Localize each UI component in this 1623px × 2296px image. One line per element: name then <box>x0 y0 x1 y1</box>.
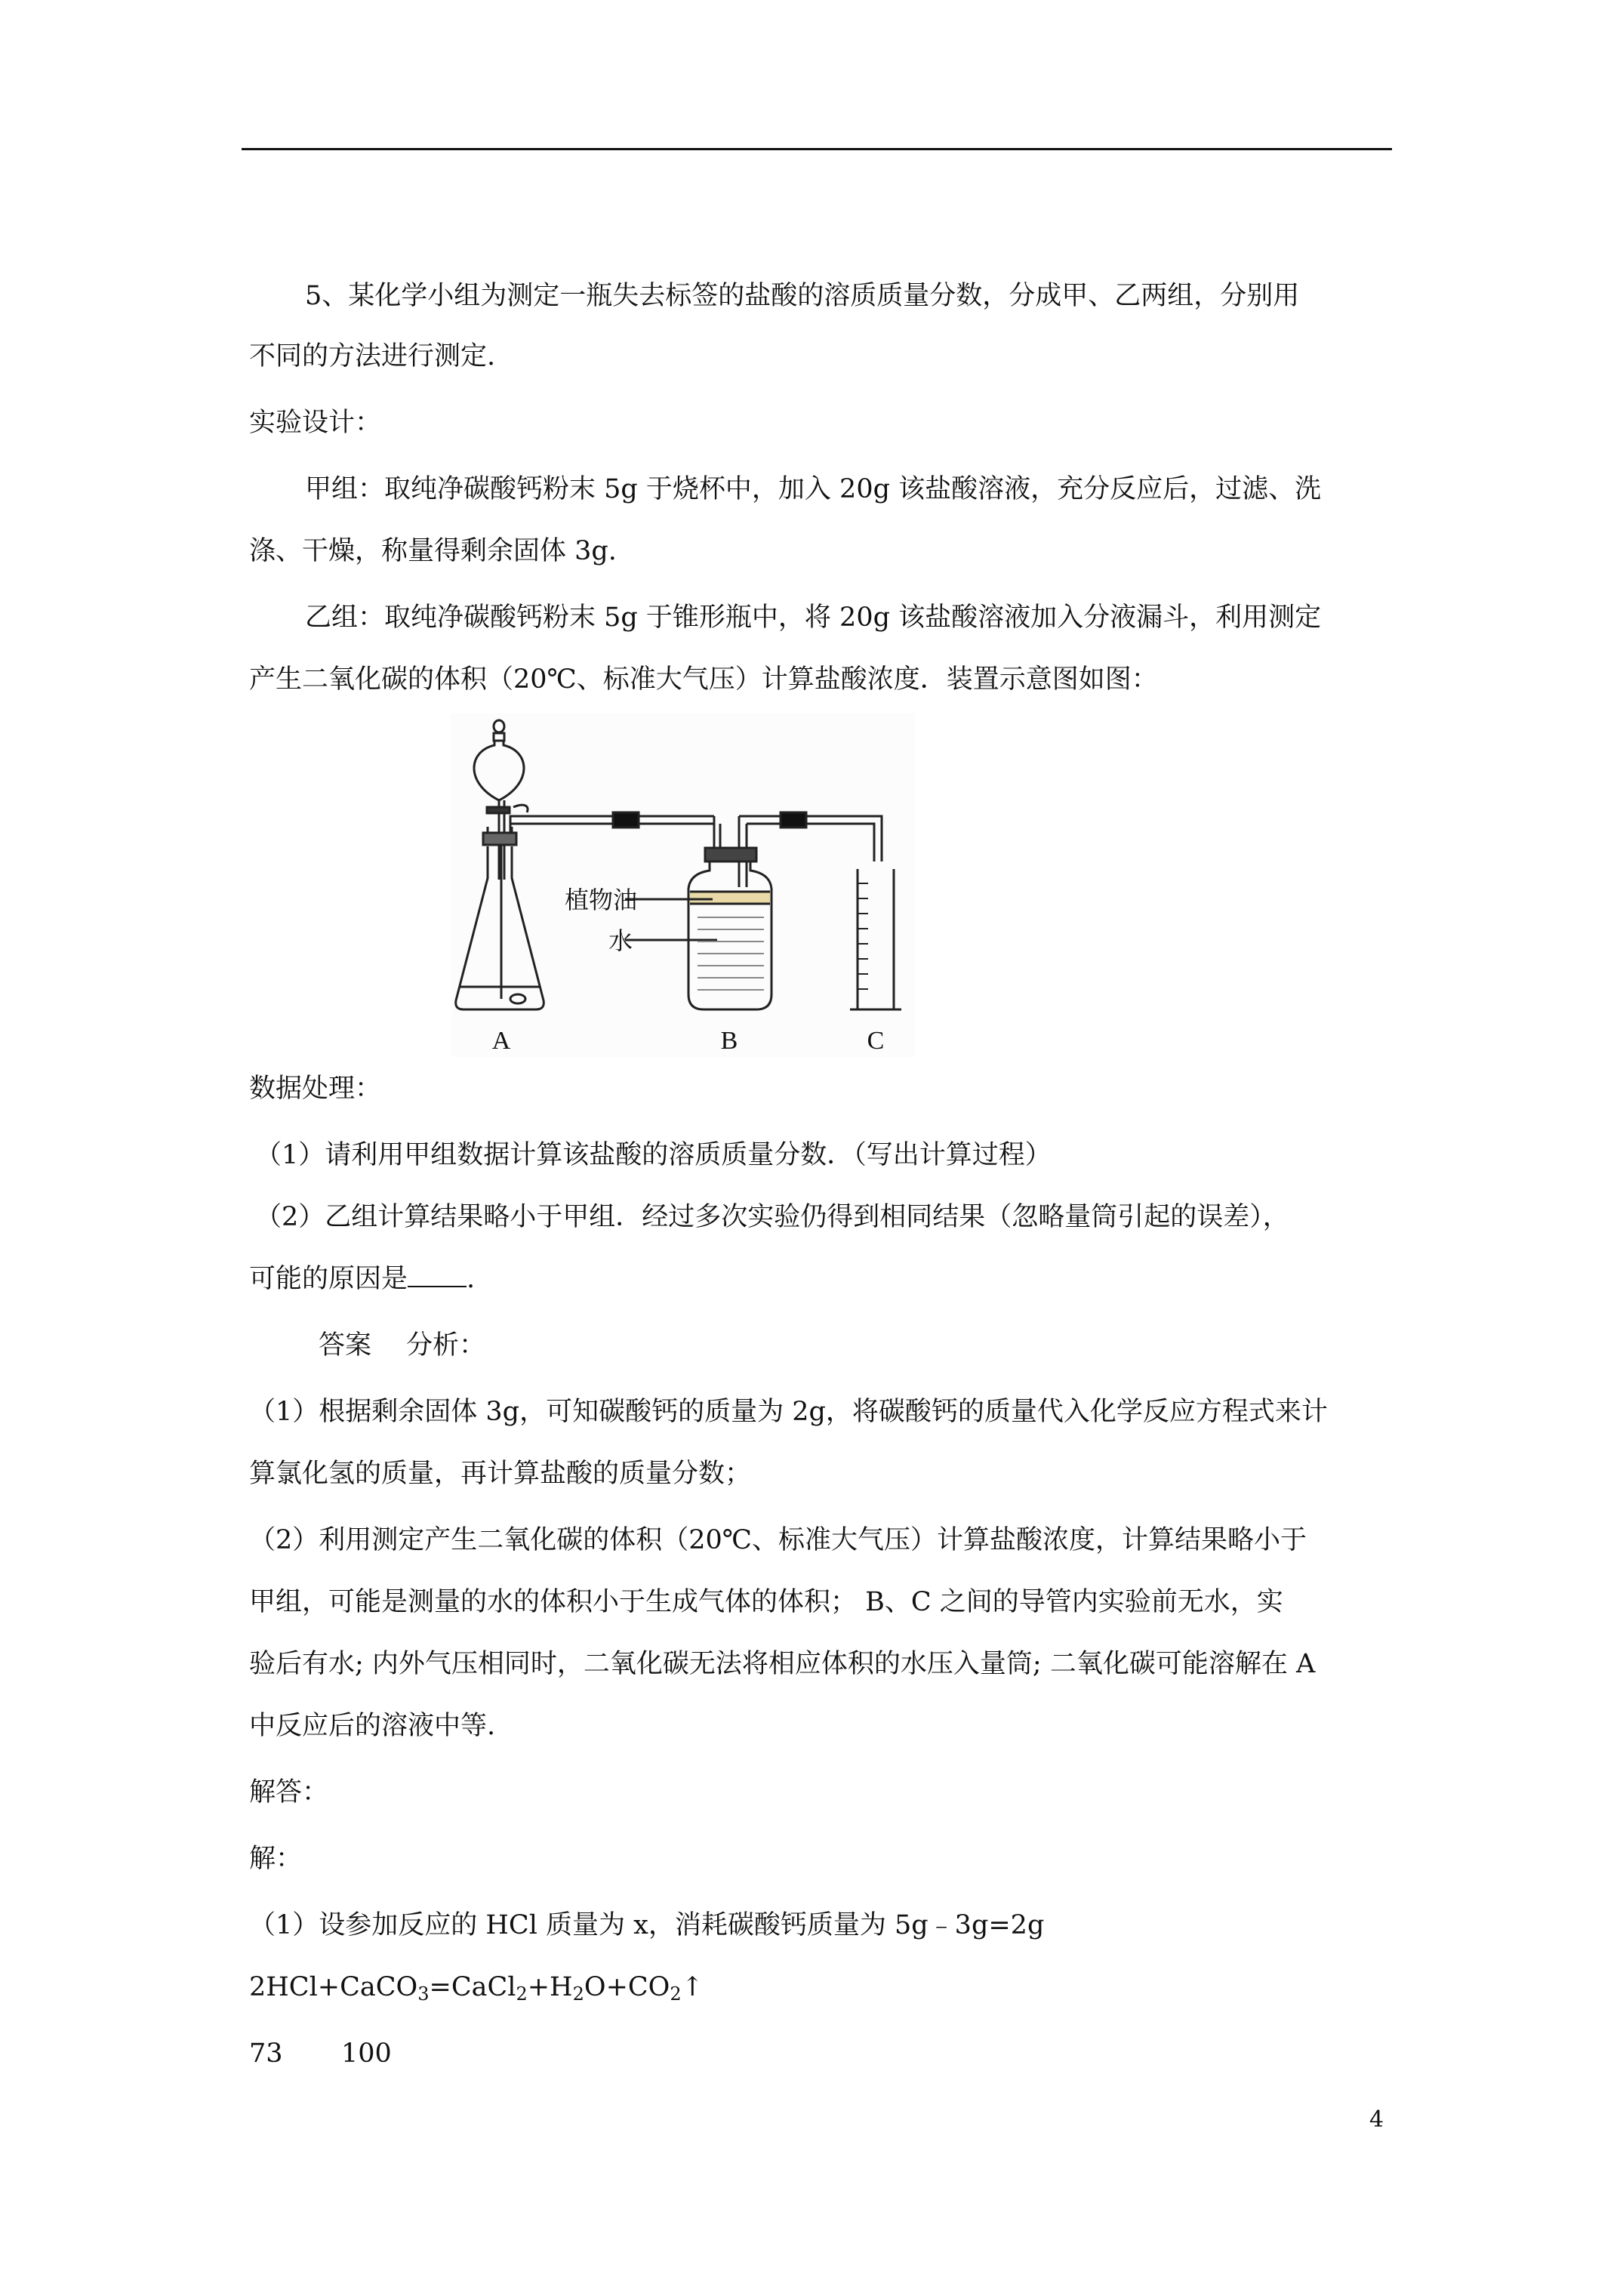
oil-label: 植物油 <box>565 886 638 914</box>
question-1: （1）请利用甲组数据计算该盐酸的溶质质量分数．（写出计算过程） <box>255 1140 1052 1170</box>
analysis-1-line-2: 算氯化氢的质量，再计算盐酸的质量分数； <box>249 1459 752 1489</box>
answer-heading: 答案 分析： <box>319 1330 486 1361</box>
group-b-line-2: 产生二氧化碳的体积（20℃、标准大气压）计算盐酸浓度．装置示意图如图： <box>249 664 1158 695</box>
solution-jie: 解： <box>249 1844 303 1874</box>
ratio-100: 100 <box>341 2039 392 2069</box>
group-a-line-2: 涤、干燥，称量得剩余固体 3g. <box>249 536 617 566</box>
problem-line-2: 不同的方法进行测定. <box>249 341 496 371</box>
analysis-2-line-4: 中反应后的溶液中等. <box>249 1711 496 1741</box>
reaction-equation: $2HCl+CaCO_3=CaCl_2+H_2O+CO_2↑$ <box>249 1972 704 2005</box>
analysis-2-line-3: 验后有水; 内外气压相同时，二氧化碳无法将相应体积的水压入量筒; 二氧化碳可能溶解在 A <box>249 1649 1316 1679</box>
water-label: 水 <box>608 927 633 954</box>
group-b-line-1: 乙组：取纯净碳酸钙粉末 5g 于锥形瓶中，将 20g 该盐酸溶液加入分液漏斗，利用测定 <box>305 603 1322 633</box>
analysis-2-line-1: （2）利用测定产生二氧化碳的体积（20℃、标准大气压）计算盐酸浓度，计算结果略小于 <box>249 1525 1307 1555</box>
question-2-line-2: 可能的原因是 . <box>249 1261 475 1297</box>
solution-heading: 解答： <box>249 1777 329 1808</box>
design-heading: 实验设计： <box>249 408 382 438</box>
header-rule <box>242 148 1392 150</box>
solution-step-1: （1）设参加反应的 HCl 质量为 x，消耗碳酸钙质量为 5g﹣3g=2g <box>249 1910 1045 1940</box>
page-number: 4 <box>1369 2106 1384 2133</box>
label-b: B <box>720 1027 738 1055</box>
analysis-1-line-1: （1）根据剩余固体 3g，可知碳酸钙的质量为 2g，将碳酸钙的质量代入化学反应方程式来计 <box>249 1397 1328 1427</box>
group-a-line-1: 甲组：取纯净碳酸钙粉末 5g 于烧杯中，加入 20g 该盐酸溶液，充分反应后，过滤、洗 <box>305 474 1322 504</box>
answer-blank <box>408 1262 467 1287</box>
label-c: C <box>867 1027 885 1055</box>
analysis-2-line-2: 甲组，可能是测量的水的体积小于生成气体的体积； B、C 之间的导管内实验前无水，实 <box>249 1587 1283 1617</box>
question-2-line-1: （2）乙组计算结果略小于甲组．经过多次实验仍得到相同结果（忽略量筒引起的误差）， <box>255 1202 1289 1232</box>
label-a: A <box>491 1027 511 1055</box>
ratio-73: 73 <box>249 2039 283 2069</box>
data-processing-heading: 数据处理： <box>249 1074 382 1104</box>
problem-line-1: 5、某化学小组为测定一瓶失去标签的盐酸的溶质质量分数，分成甲、乙两组，分别用 <box>305 281 1300 311</box>
apparatus-diagram <box>451 713 915 1057</box>
